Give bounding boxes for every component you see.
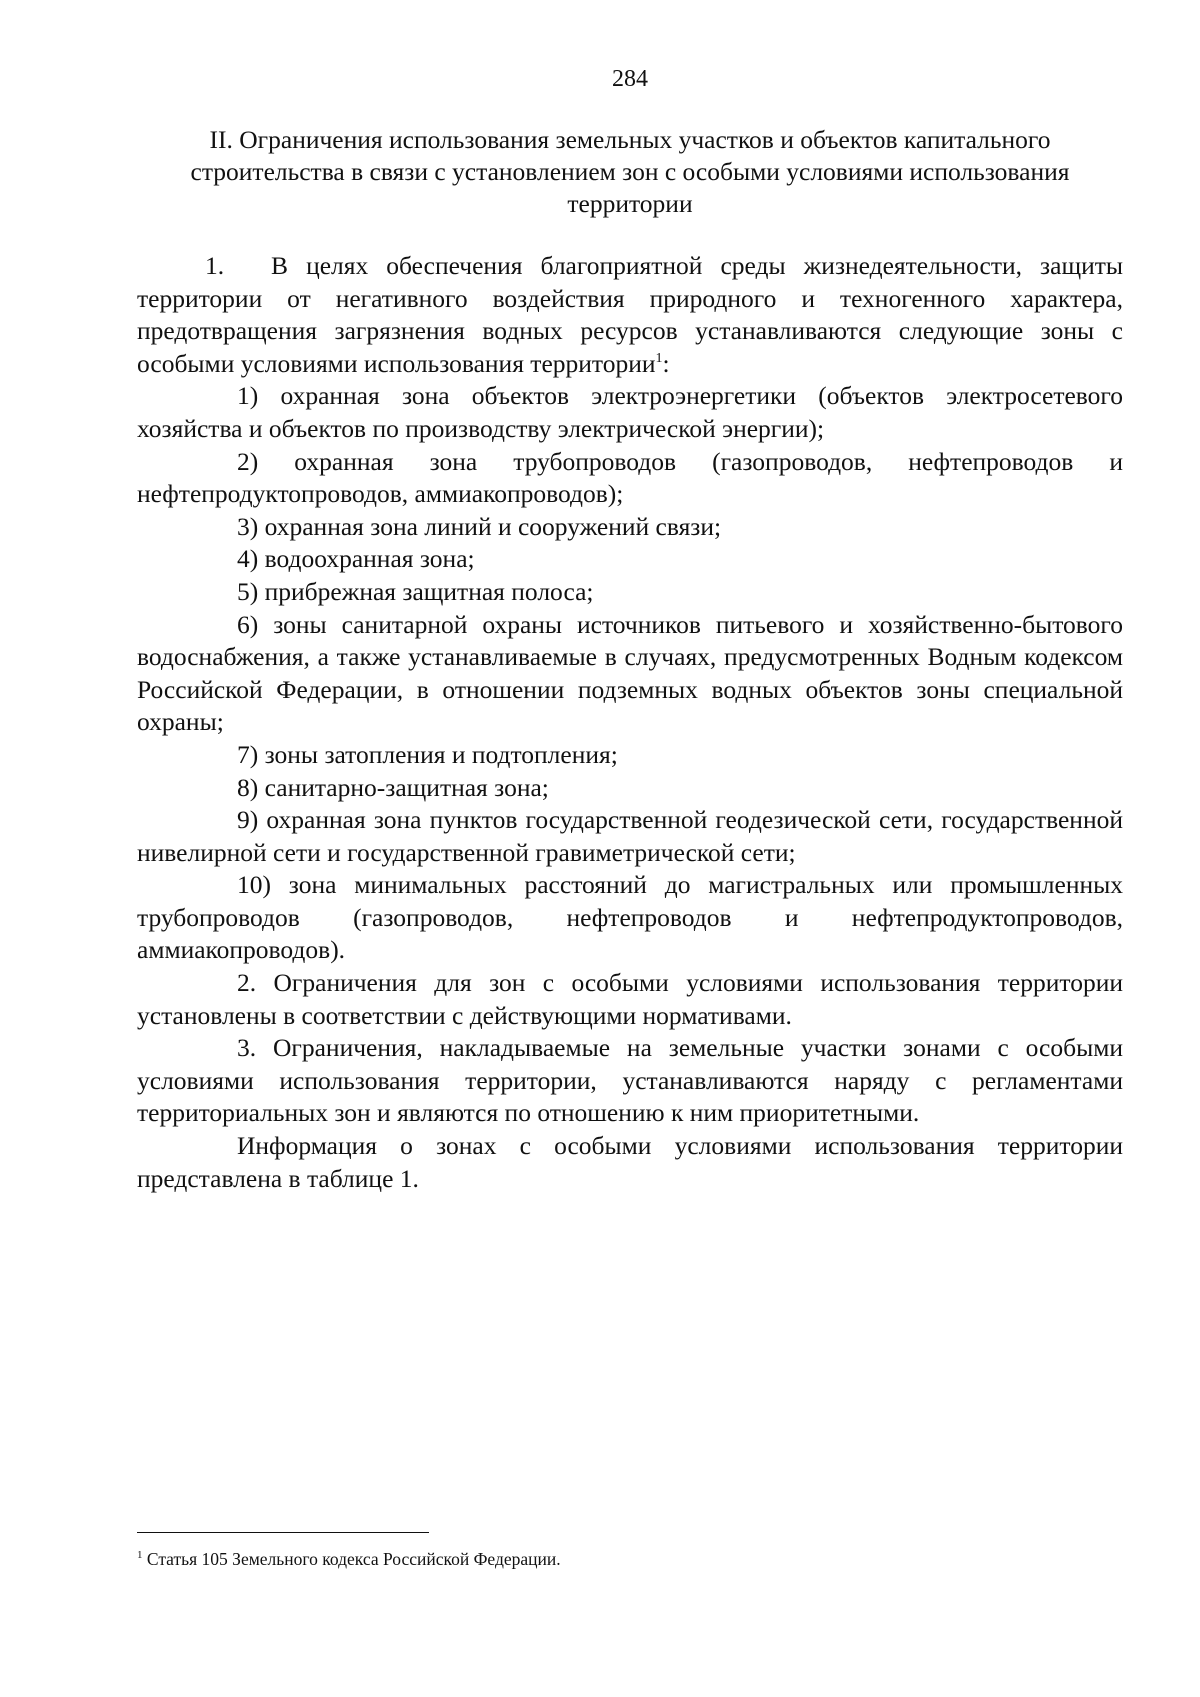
list-item-9: 9) охранная зона пунктов государственной геодезической сети, государственной нивелирной сети и государственной гравиметрической сети; bbox=[137, 805, 1123, 867]
list-item-6: 6) зоны санитарной охраны источников питьевого и хозяйственно-бытового водоснабжения, а также устанавливаемые в случаях, предусмотренных Водным кодексом Российской Федерации, в отношении подземных водных объектов зоны специальной охраны; bbox=[137, 609, 1123, 737]
list-item-5: 5) прибрежная защитная полоса; bbox=[237, 576, 594, 606]
section-heading: II. Ограничения использования земельных участков и объектов капитального строительства в связи с установлением зон с особыми условиями использования территории bbox=[190, 125, 1070, 218]
footnote-text: Статья 105 Земельного кодекса Российской Федерации. bbox=[146, 1549, 561, 1569]
list-item-1: 1) охранная зона объектов электроэнергетики (объектов электросетевого хозяйства и объектов по производству электрической энергии); bbox=[137, 381, 1123, 443]
list-item-8: 8) санитарно-защитная зона; bbox=[237, 772, 549, 802]
paragraph-4: Информация о зонах с особыми условиями использования территории представлена в таблице 1. bbox=[137, 1131, 1123, 1193]
list-item-3: 3) охранная зона линий и сооружений связи; bbox=[237, 511, 722, 541]
paragraph-1-tail: : bbox=[662, 348, 670, 378]
paragraph-2: 2. Ограничения для зон с особыми условиями использования территории установлены в соответствии с действующими нормативами. bbox=[137, 968, 1123, 1030]
footnote-marker: 1 bbox=[137, 1549, 143, 1561]
paragraph-3: 3. Ограничения, накладываемые на земельные участки зонами с особыми условиями использования территории, устанавливаются наряду с регламентами территориальных зон и являются по отношению к ним приоритетными. bbox=[137, 1033, 1123, 1128]
list-item-7: 7) зоны затопления и подтопления; bbox=[237, 739, 618, 769]
list-item-2: 2) охранная зона трубопроводов (газопроводов, нефтепроводов и нефтепродуктопроводов, аммиакопроводов); bbox=[137, 446, 1123, 509]
footnote-divider bbox=[137, 1532, 429, 1533]
list-item-4: 4) водоохранная зона; bbox=[237, 544, 475, 574]
list-item-10: 10) зона минимальных расстояний до магистральных или промышленных трубопроводов (газопроводов, нефтепроводов и нефтепродуктопроводов, аммиакопроводов). bbox=[137, 870, 1123, 965]
footnote-reference: 1 bbox=[655, 350, 663, 366]
footnote bbox=[137, 1548, 1037, 1570]
document-body bbox=[137, 250, 1123, 1195]
paragraph-1 bbox=[137, 250, 1123, 380]
paragraph-1-text: В целях обеспечения благоприятной среды жизнедеятельности, защиты территории от негативного воздействия природного и техногенного характера, предотвращения загрязнения водных ресурсов устанавливаются следующие зоны с особыми условиями использования территории bbox=[137, 251, 1123, 378]
page-number: 284 bbox=[612, 66, 648, 92]
paragraph-1-number: 1. bbox=[205, 251, 225, 280]
